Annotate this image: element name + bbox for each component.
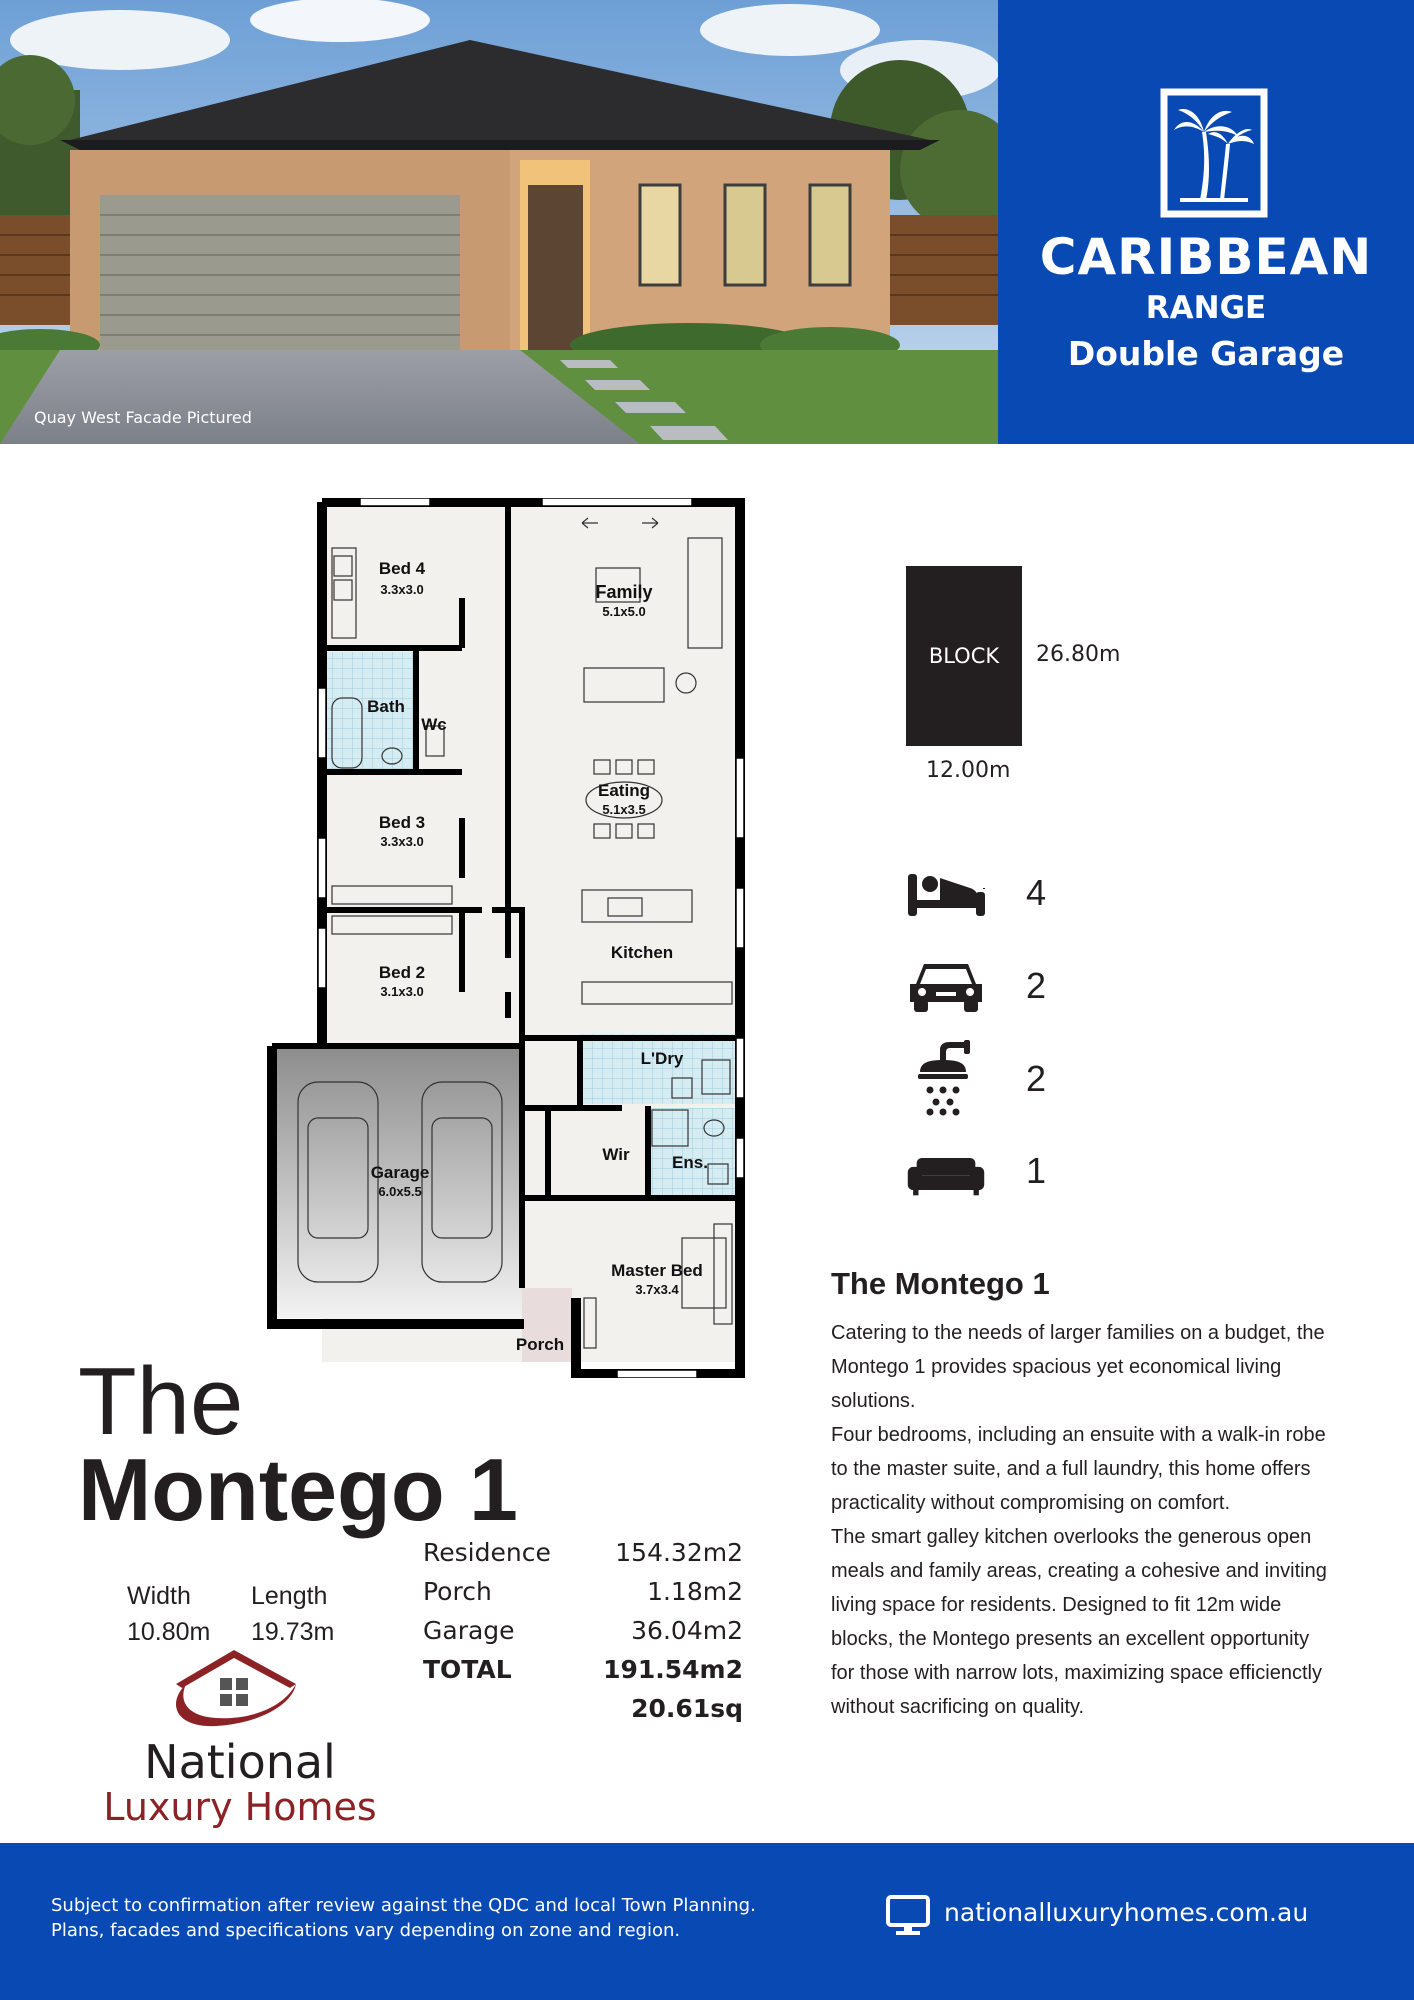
shower-icon bbox=[906, 1040, 986, 1120]
room-label-family: Family bbox=[595, 582, 653, 602]
description-paragraph: The smart galley kitchen overlooks the generous open meals and family areas, creating a cohesive and inviting living space for residents. Designed to fit 12m wide blocks, the Montego presents an excellent opportunity for those with narrow lots, maximizing space efficienctly without sacrificing on quality. bbox=[831, 1526, 1327, 1718]
area-row bbox=[423, 1577, 743, 1616]
block-label: BLOCK bbox=[928, 644, 1000, 668]
title-line-1: The bbox=[78, 1348, 244, 1455]
area-value: 36.04m2 bbox=[631, 1616, 743, 1645]
block-depth: 26.80m bbox=[1036, 642, 1121, 667]
room-label-laundry: L'Dry bbox=[640, 1049, 684, 1068]
area-value: 20.61sq bbox=[631, 1694, 743, 1723]
width-value: 10.80m bbox=[127, 1618, 211, 1646]
title-line-2: Montego 1 bbox=[78, 1440, 518, 1539]
logo-line-2: Luxury Homes bbox=[103, 1785, 377, 1829]
room-size-bed4: 3.3x3.0 bbox=[380, 582, 424, 597]
area-table bbox=[423, 1538, 743, 1733]
description-paragraph: Four bedrooms, including an ensuite with a walk-in robe to the master suite, and a full laundry, this home offers practicality without compromising on comfort. bbox=[831, 1424, 1326, 1514]
room-size-master-bed: 3.7x3.4 bbox=[635, 1282, 679, 1297]
sofa-icon bbox=[906, 1144, 986, 1204]
footer bbox=[0, 1843, 1414, 2000]
area-label: TOTAL bbox=[423, 1655, 512, 1684]
room-size-bed2: 3.1x3.0 bbox=[380, 984, 424, 999]
length-label: Length bbox=[251, 1582, 328, 1610]
room-label-kitchen: Kitchen bbox=[610, 943, 674, 962]
description-paragraph: Catering to the needs of larger families on a budget, the Montego 1 provides spacious yet economical living solutions. bbox=[831, 1322, 1325, 1412]
room-label-garage: Garage bbox=[370, 1163, 430, 1182]
length-value: 19.73m bbox=[251, 1618, 335, 1646]
room-size-family: 5.1x5.0 bbox=[602, 604, 646, 619]
area-value: 191.54m2 bbox=[603, 1655, 743, 1684]
garage-count: 2 bbox=[1026, 965, 1047, 1006]
description-body bbox=[831, 1316, 1331, 1724]
facade-caption: Quay West Facade Pictured bbox=[34, 408, 252, 427]
room-label-bed4: Bed 4 bbox=[378, 559, 426, 578]
footer-disclaimer-line: Plans, facades and specifications vary depending on zone and region. bbox=[51, 1920, 681, 1941]
brand-title: CARIBBEAN bbox=[1039, 228, 1373, 286]
area-row-total bbox=[423, 1655, 743, 1694]
area-label: Residence bbox=[423, 1538, 551, 1567]
room-label-bed3: Bed 3 bbox=[378, 813, 426, 832]
area-value: 154.32m2 bbox=[615, 1538, 743, 1567]
brand-subtitle: Double Garage bbox=[1067, 334, 1345, 373]
facade-photo bbox=[0, 0, 998, 444]
floor-plan bbox=[262, 498, 752, 1378]
room-label-eating-size: 5.1x3.5 bbox=[602, 802, 646, 817]
brand-panel bbox=[998, 0, 1414, 444]
room-label-bath: Bath bbox=[367, 697, 405, 716]
room-label-wc: Wc bbox=[421, 715, 447, 734]
room-label-bed2: Bed 2 bbox=[378, 963, 426, 982]
website-link[interactable]: nationalluxuryhomes.com.au bbox=[944, 1898, 1309, 1927]
bedrooms-count: 4 bbox=[1026, 872, 1047, 913]
monitor-icon bbox=[886, 1893, 930, 1937]
living-count: 1 bbox=[1026, 1150, 1047, 1191]
area-row-squares bbox=[423, 1694, 743, 1733]
area-row bbox=[423, 1538, 743, 1577]
brand-range: RANGE bbox=[1145, 290, 1267, 326]
block-width: 12.00m bbox=[926, 758, 1011, 783]
room-label-wir: Wir bbox=[602, 1145, 630, 1164]
area-value: 1.18m2 bbox=[647, 1577, 743, 1606]
block-diagram bbox=[906, 566, 1022, 746]
room-size-garage: 6.0x5.5 bbox=[378, 1184, 422, 1199]
area-label: Porch bbox=[423, 1577, 492, 1606]
room-size-bed3: 3.3x3.0 bbox=[380, 834, 424, 849]
room-label-eating: Eating bbox=[598, 781, 650, 800]
room-label-master-bed: Master Bed bbox=[611, 1261, 703, 1280]
footer-disclaimer-line: Subject to confirmation after review against the QDC and local Town Planning. bbox=[51, 1895, 756, 1916]
bed-icon bbox=[906, 864, 986, 924]
bathrooms-count: 2 bbox=[1026, 1058, 1047, 1099]
car-icon bbox=[906, 956, 986, 1016]
room-label-ensuite: Ens. bbox=[672, 1153, 708, 1172]
description-title: The Montego 1 bbox=[831, 1266, 1050, 1301]
area-row bbox=[423, 1616, 743, 1655]
palm-tree-logo-icon bbox=[1160, 88, 1268, 218]
logo-line-1: National bbox=[144, 1735, 336, 1789]
area-label: Garage bbox=[423, 1616, 515, 1645]
footer-disclaimer bbox=[51, 1893, 756, 1943]
room-label-porch: Porch bbox=[515, 1335, 565, 1354]
national-luxury-homes-logo bbox=[96, 1644, 396, 1844]
width-label: Width bbox=[127, 1582, 191, 1610]
